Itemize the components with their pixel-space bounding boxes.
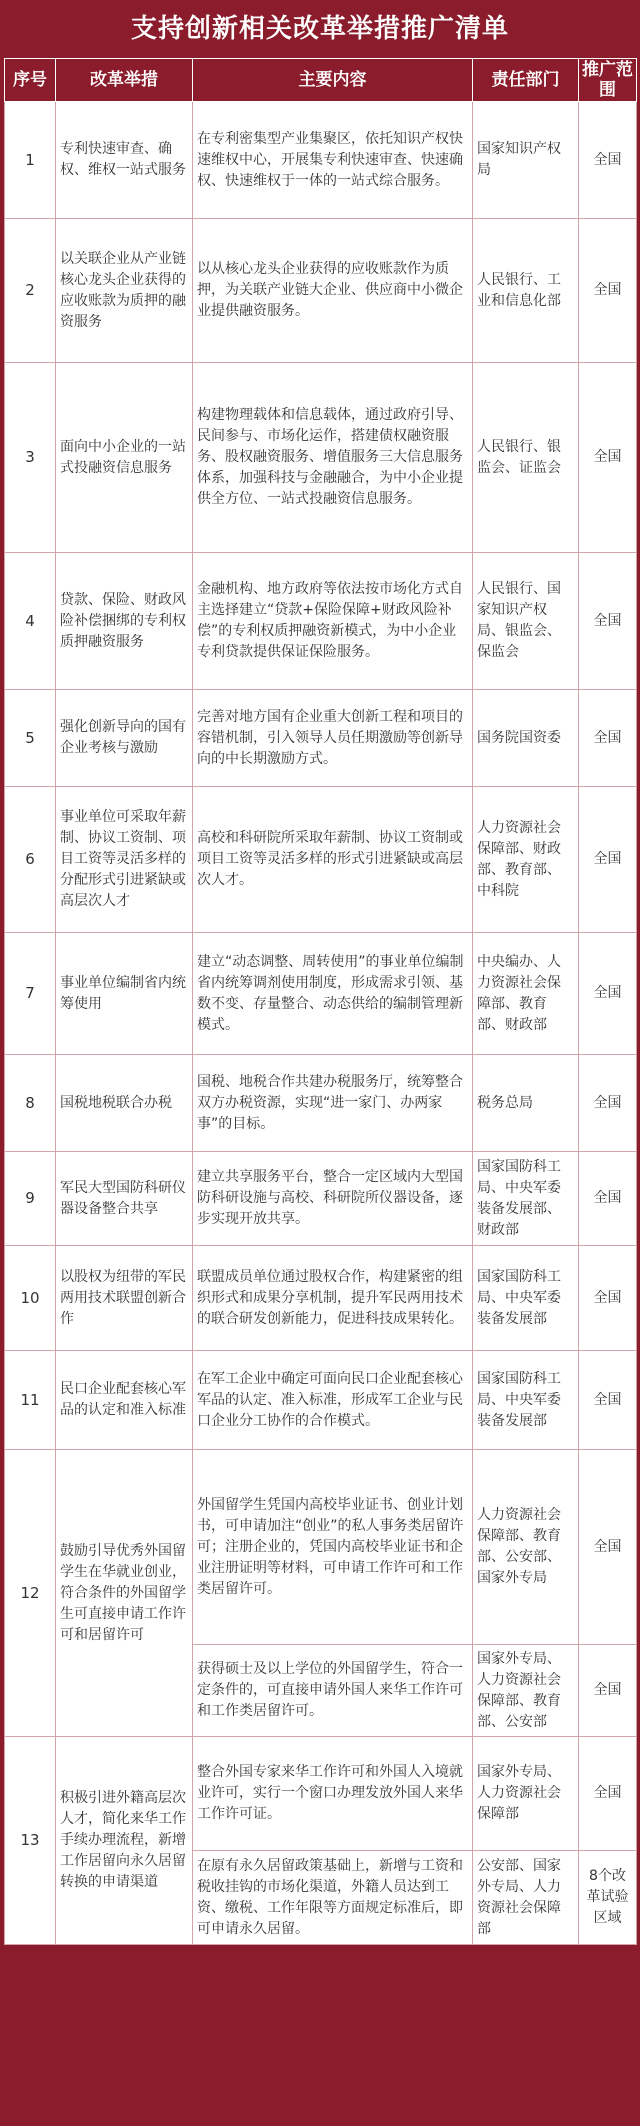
row-content: 高校和科研院所采取年薪制、协议工资制或项目工资等灵活多样的形式引进紧缺或高层次人才。 [193,787,473,933]
row-measure: 军民大型国防科研仪器设备整合共享 [56,1152,193,1246]
row-scope: 全国 [579,1152,637,1246]
row-dept: 人民银行、国家知识产权局、银监会、保监会 [473,553,579,690]
row-scope: 全国 [579,102,637,219]
row-measure: 事业单位可采取年薪制、协议工资制、项目工资等灵活多样的分配形式引进紧缺或高层次人才 [56,787,193,933]
row-content: 在原有永久居留政策基础上，新增与工资和税收挂钩的市场化渠道，外籍人员达到工资、缴税、工作年限等方面规定标准后，即可申请永久居留。 [193,1851,473,1945]
row-content: 完善对地方国有企业重大创新工程和项目的容错机制，引入领导人员任期激励等创新导向的中长期激励方式。 [193,690,473,787]
row-scope: 全国 [579,553,637,690]
row-content: 构建物理载体和信息载体，通过政府引导、民间参与、市场化运作，搭建债权融资服务、股权融资服务、增值服务三大信息服务体系，加强科技与金融融合，为中小企业提供全方位、一站式投融资信息服务。 [193,363,473,553]
table-row [5,553,637,690]
table-header-row [5,59,637,102]
row-content: 建立“动态调整、周转使用”的事业单位编制省内统筹调剂使用制度，形成需求引领、基数不变、存量整合、动态供给的编制管理新模式。 [193,933,473,1055]
row-content: 在专利密集型产业集聚区，依托知识产权快速维权中心，开展集专利快速审查、快速确权、快速维权于一体的一站式综合服务。 [193,102,473,219]
row-content: 整合外国专家来华工作许可和外国人入境就业许可，实行一个窗口办理发放外国人来华工作许可证。 [193,1737,473,1851]
table-row [5,933,637,1055]
row-no: 6 [5,787,56,933]
row-measure: 民口企业配套核心军品的认定和准入标准 [56,1351,193,1450]
row-measure: 鼓励引导优秀外国留学生在华就业创业，符合条件的外国留学生可直接申请工作许可和居留许可 [56,1450,193,1737]
row-no: 1 [5,102,56,219]
table-row [5,1351,637,1450]
page-title: 支持创新相关改革举措推广清单 [0,0,640,58]
row-dept: 中央编办、人力资源社会保障部、教育部、财政部 [473,933,579,1055]
row-dept: 国家外专局、人力资源社会保障部 [473,1737,579,1851]
row-dept: 公安部、国家外专局、人力资源社会保障部 [473,1851,579,1945]
row-scope: 全国 [579,1351,637,1450]
row-no: 10 [5,1246,56,1351]
table-row [5,787,637,933]
row-measure: 积极引进外籍高层次人才，简化来华工作手续办理流程，新增工作居留向永久居留转换的申请渠道 [56,1737,193,1945]
row-no: 8 [5,1055,56,1152]
row-measure: 专利快速审查、确权、维权一站式服务 [56,102,193,219]
row-measure: 国税地税联合办税 [56,1055,193,1152]
row-no: 2 [5,219,56,363]
row-scope: 全国 [579,690,637,787]
table-row [5,1246,637,1351]
row-dept: 税务总局 [473,1055,579,1152]
row-measure: 以股权为纽带的军民两用技术联盟创新合作 [56,1246,193,1351]
table-row [5,1152,637,1246]
row-content: 获得硕士及以上学位的外国留学生，符合一定条件的，可直接申请外国人来华工作许可和工作类居留许可。 [193,1645,473,1737]
row-dept: 国家外专局、人力资源社会保障部、教育部、公安部 [473,1645,579,1737]
row-scope: 全国 [579,933,637,1055]
table-row [5,102,637,219]
row-measure: 以关联企业从产业链核心龙头企业获得的应收账款为质押的融资服务 [56,219,193,363]
row-measure: 贷款、保险、财政风险补偿捆绑的专利权质押融资服务 [56,553,193,690]
row-measure: 强化创新导向的国有企业考核与激励 [56,690,193,787]
table-row [5,219,637,363]
row-dept: 国务院国资委 [473,690,579,787]
row-no: 5 [5,690,56,787]
row-scope: 全国 [579,1737,637,1851]
header-scope: 推广范围 [579,59,637,102]
row-content: 联盟成员单位通过股权合作，构建紧密的组织形式和成果分享机制，提升军民两用技术的联合研发创新能力，促进科技成果转化。 [193,1246,473,1351]
row-no: 4 [5,553,56,690]
row-no: 11 [5,1351,56,1450]
row-content: 以从核心龙头企业获得的应收账款作为质押，为关联产业链大企业、供应商中小微企业提供融资服务。 [193,219,473,363]
row-scope: 全国 [579,1246,637,1351]
row-no: 9 [5,1152,56,1246]
header-dept: 责任部门 [473,59,579,102]
header-measure: 改革举措 [56,59,193,102]
row-scope: 全国 [579,1450,637,1645]
row-content: 在军工企业中确定可面向民口企业配套核心军品的认定、准入标准，形成军工企业与民口企业分工协作的合作模式。 [193,1351,473,1450]
row-content: 金融机构、地方政府等依法按市场化方式自主选择建立“贷款+保险保障+财政风险补偿”的专利权质押融资新模式，为中小企业专利贷款提供保证保险服务。 [193,553,473,690]
row-scope: 全国 [579,363,637,553]
reform-table [4,58,637,1945]
row-scope: 8个改革试验区域 [579,1851,637,1945]
row-scope: 全国 [579,1055,637,1152]
row-measure: 事业单位编制省内统筹使用 [56,933,193,1055]
header-content: 主要内容 [193,59,473,102]
row-no: 12 [5,1450,56,1737]
row-dept: 人民银行、银监会、证监会 [473,363,579,553]
row-content: 建立共享服务平台，整合一定区域内大型国防科研设施与高校、科研院所仪器设备，逐步实现开放共享。 [193,1152,473,1246]
row-dept: 国家国防科工局、中央军委装备发展部 [473,1246,579,1351]
row-dept: 人力资源社会保障部、财政部、教育部、中科院 [473,787,579,933]
row-dept: 国家知识产权局 [473,102,579,219]
row-no: 13 [5,1737,56,1945]
header-no: 序号 [5,59,56,102]
table-row [5,363,637,553]
row-scope: 全国 [579,1645,637,1737]
table-row [5,690,637,787]
table-row [5,1055,637,1152]
row-scope: 全国 [579,787,637,933]
row-dept: 人民银行、工业和信息化部 [473,219,579,363]
row-dept: 国家国防科工局、中央军委装备发展部、财政部 [473,1152,579,1246]
row-content: 国税、地税合作共建办税服务厅，统筹整合双方办税资源，实现“进一家门、办两家事”的目标。 [193,1055,473,1152]
row-scope: 全国 [579,219,637,363]
row-content: 外国留学生凭国内高校毕业证书、创业计划书，可申请加注“创业”的私人事务类居留许可；注册企业的，凭国内高校毕业证书和企业注册证明等材料，可申请工作许可和工作类居留许可。 [193,1450,473,1645]
row-measure: 面向中小企业的一站式投融资信息服务 [56,363,193,553]
row-dept: 国家国防科工局、中央军委装备发展部 [473,1351,579,1450]
table-row [5,1737,637,1851]
table-row [5,1450,637,1645]
row-no: 7 [5,933,56,1055]
row-dept: 人力资源社会保障部、教育部、公安部、国家外专局 [473,1450,579,1645]
row-no: 3 [5,363,56,553]
